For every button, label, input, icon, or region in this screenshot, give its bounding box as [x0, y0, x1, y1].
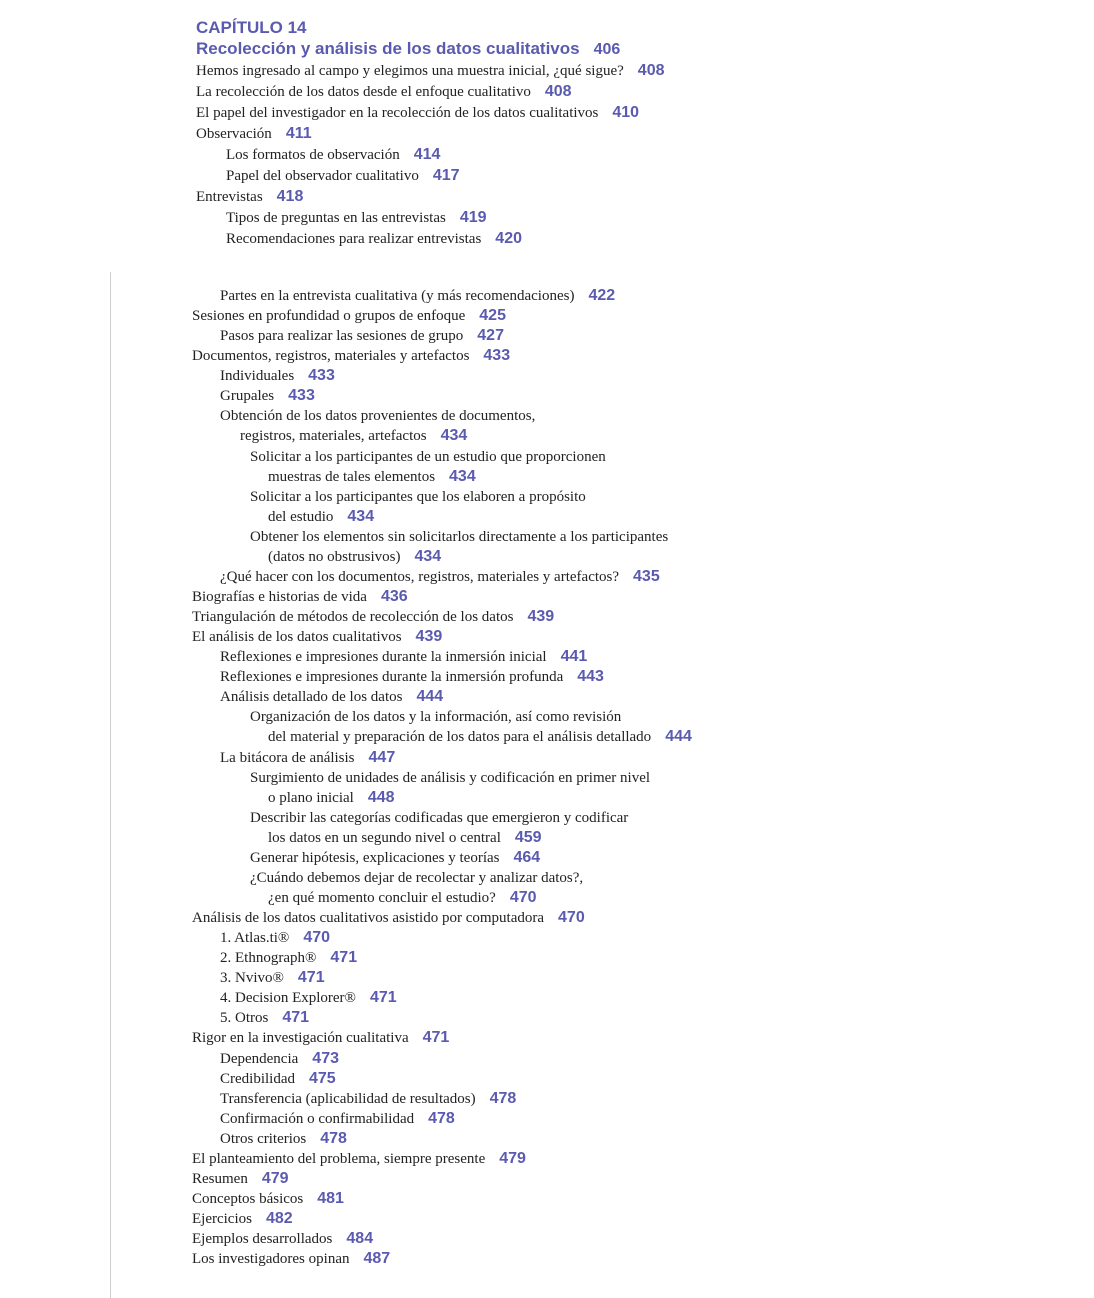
toc-page-number: 484: [346, 1230, 374, 1247]
toc-entry-title: Sesiones en profundidad o grupos de enfoque: [192, 308, 466, 324]
toc-page-number: 478: [320, 1130, 347, 1147]
toc-entry: [220, 928, 330, 948]
toc-entry-title-cont: (datos no obstrusivos): [268, 549, 401, 565]
toc-entry: [192, 908, 585, 928]
toc-entry-title-cont: ¿en qué momento concluir el estudio?: [268, 890, 496, 906]
toc-page-number: 471: [422, 1029, 450, 1046]
toc-entry-continuation: [268, 467, 476, 487]
toc-entry: [226, 208, 487, 228]
toc-page-number: 471: [297, 969, 325, 986]
toc-page-number: 471: [369, 989, 397, 1006]
toc-entry: [220, 1109, 455, 1129]
toc-entry-title: 1. Atlas.ti®: [220, 930, 290, 946]
toc-entry-continuation: [268, 828, 542, 848]
toc-entry-title: Papel del observador cualitativo: [226, 168, 419, 184]
toc-entry-title: Generar hipótesis, explicaciones y teorías: [250, 850, 500, 866]
toc-entry-title-cont: o plano inicial: [268, 790, 354, 806]
toc-page-number: 414: [413, 146, 441, 163]
toc-entry: [250, 868, 583, 888]
toc-page-number: 473: [312, 1050, 339, 1067]
toc-entry-title: Transferencia (aplicabilidad de resultados): [220, 1091, 476, 1107]
toc-entry: [192, 1028, 449, 1048]
toc-entry-title: El planteamiento del problema, siempre presente: [192, 1151, 486, 1167]
toc-page-number: 470: [509, 889, 537, 906]
toc-entry: [220, 988, 397, 1008]
toc-entry-title: La bitácora de análisis: [220, 750, 355, 766]
toc-page-number: 418: [276, 188, 304, 205]
toc-entry-title: Surgimiento de unidades de análisis y codificación en primer nivel: [250, 770, 651, 786]
toc-entry: [220, 366, 335, 386]
toc-page-number: 447: [368, 749, 396, 766]
toc-entry-title: Análisis detallado de los datos: [220, 689, 403, 705]
toc-entry-title: ¿Cuándo debemos dejar de recolectar y analizar datos?,: [250, 870, 584, 886]
toc-entry-title: Observación: [196, 126, 272, 142]
toc-entry: [192, 627, 442, 647]
toc-entry-title: Otros criterios: [220, 1131, 307, 1147]
toc-entry: [250, 808, 628, 828]
toc-entry-title: Documentos, registros, materiales y artefactos: [192, 348, 470, 364]
toc-entry-continuation: [268, 507, 374, 527]
toc-page-number: 459: [514, 829, 542, 846]
toc-entry: [220, 647, 587, 667]
toc-page-number: 417: [432, 167, 460, 184]
toc-page-number: 410: [612, 104, 640, 121]
toc-entry: [192, 1229, 373, 1249]
toc-entry: [226, 229, 522, 249]
toc-entry: [196, 103, 639, 123]
toc-entry-title: Obtención de los datos provenientes de documentos,: [220, 408, 536, 424]
toc-entry-title: Análisis de los datos cualitativos asistido por computadora: [192, 910, 545, 926]
toc-page-number: 434: [347, 508, 375, 525]
toc-entry-title: Hemos ingresado al campo y elegimos una muestra inicial, ¿qué sigue?: [196, 63, 624, 79]
toc-entry: [196, 82, 572, 102]
toc-entry-title: Confirmación o confirmabilidad: [220, 1111, 415, 1127]
toc-entry: [192, 1209, 293, 1229]
toc-entry-title: Entrevistas: [196, 189, 263, 205]
toc-entry-title: Solicitar a los participantes de un estudio que proporcionen: [250, 449, 606, 465]
toc-entry-title: Reflexiones e impresiones durante la inmersión profunda: [220, 669, 564, 685]
toc-entry-title: Biografías e historias de vida: [192, 589, 367, 605]
chapter-label: CAPÍTULO 14: [196, 18, 307, 37]
toc-entry: [196, 124, 312, 144]
toc-entry-title: El análisis de los datos cualitativos: [192, 629, 402, 645]
toc-entry: [220, 1129, 347, 1149]
toc-entry-title-cont: registros, materiales, artefactos: [240, 428, 427, 444]
toc-entry-title: 4. Decision Explorer®: [220, 990, 356, 1006]
toc-entry-title: Solicitar a los participantes que los elaboren a propósito: [250, 489, 586, 505]
toc-page-number: 425: [479, 307, 506, 324]
toc-page-number: 408: [637, 62, 665, 79]
toc-entry: [220, 1089, 516, 1109]
toc-entry-title: Individuales: [220, 368, 295, 384]
toc-entry-title-cont: muestras de tales elementos: [268, 469, 436, 485]
toc-entry: [220, 948, 357, 968]
toc-page-number: 434: [449, 468, 476, 485]
toc-page-number: 479: [261, 1170, 289, 1187]
toc-page-number: 481: [317, 1190, 344, 1207]
toc-entry: [220, 1049, 339, 1069]
toc-entry-title-cont: los datos en un segundo nivel o central: [268, 830, 501, 846]
toc-entry: [192, 607, 554, 627]
toc-entry: [250, 487, 586, 507]
toc-page-number: 441: [560, 648, 588, 665]
toc-entry: [192, 1149, 526, 1169]
toc-entry-title-cont: del material y preparación de los datos para el análisis detallado: [268, 729, 652, 745]
toc-page-number: 478: [428, 1110, 455, 1127]
toc-entry-title: 2. Ethnograph®: [220, 950, 317, 966]
toc-entry-title: Organización de los datos y la información, así como revisión: [250, 709, 622, 725]
toc-entry-title: Ejemplos desarrollados: [192, 1231, 333, 1247]
toc-entry: [250, 707, 621, 727]
toc-page-number: 427: [477, 327, 504, 344]
toc-entry-title: Resumen: [192, 1171, 248, 1187]
chapter-title-text: Recolección y análisis de los datos cualitativos: [196, 39, 580, 58]
toc-entry: [220, 968, 325, 988]
toc-entry-title: Conceptos básicos: [192, 1191, 304, 1207]
toc-entry: [220, 326, 504, 346]
toc-page-number: 471: [330, 949, 358, 966]
toc-page-number: 487: [363, 1250, 391, 1267]
toc-page-number: 475: [309, 1070, 336, 1087]
toc-entry-title: Recomendaciones para realizar entrevistas: [226, 231, 482, 247]
toc-entry-continuation: [240, 426, 467, 446]
toc-entry-title: Tipos de preguntas en las entrevistas: [226, 210, 446, 226]
toc-entry-title: Rigor en la investigación cualitativa: [192, 1030, 409, 1046]
toc-page-number: 444: [665, 728, 692, 745]
toc-page-number: 470: [303, 929, 331, 946]
toc-page-number: 422: [588, 287, 616, 304]
toc-page-number: 448: [367, 789, 395, 806]
toc-page-number: 435: [633, 568, 660, 585]
toc-page-number: 436: [380, 588, 408, 605]
toc-entry-title: Triangulación de métodos de recolección de los datos: [192, 609, 514, 625]
toc-entry: [220, 386, 315, 406]
toc-page-number: 433: [308, 367, 335, 384]
toc-entry-title: El papel del investigador en la recolección de los datos cualitativos: [196, 105, 599, 121]
toc-entry-title: 3. Nvivo®: [220, 970, 284, 986]
toc-entry-title: Grupales: [220, 388, 275, 404]
toc-entry: [192, 587, 408, 607]
toc-page-number: 478: [489, 1090, 517, 1107]
toc-entry: [220, 406, 535, 426]
toc-entry-continuation: [268, 727, 692, 747]
toc-page-number: 419: [459, 209, 487, 226]
toc-entry-title: Dependencia: [220, 1051, 299, 1067]
toc-entry: [226, 166, 460, 186]
toc-page-number: 420: [495, 230, 522, 247]
toc-entry: [192, 306, 506, 326]
toc-entry: [220, 567, 660, 587]
toc-entry-title: Pasos para realizar las sesiones de grupo: [220, 328, 464, 344]
toc-entry: [220, 1008, 309, 1028]
toc-entry: [192, 1169, 289, 1189]
toc-entry: [192, 1189, 344, 1209]
toc-page-number: 470: [558, 909, 585, 926]
toc-entry: [220, 286, 615, 306]
toc-entry: [220, 1069, 336, 1089]
toc-entry-title: 5. Otros: [220, 1010, 269, 1026]
toc-entry-title-cont: del estudio: [268, 509, 334, 525]
toc-entry-continuation: [268, 788, 395, 808]
toc-entry-title: Obtener los elementos sin solicitarlos directamente a los participantes: [250, 529, 669, 545]
toc-entry-continuation: [268, 547, 441, 567]
toc-page-number: 471: [282, 1009, 310, 1026]
toc-entry: [220, 748, 395, 768]
toc-entry-title: Los investigadores opinan: [192, 1251, 350, 1267]
toc-page-number: 479: [499, 1150, 526, 1167]
toc-entry: [196, 187, 303, 207]
toc-page-number: 434: [414, 548, 442, 565]
page-divider: [110, 272, 111, 1298]
toc-page-number: 433: [288, 387, 315, 404]
toc-page-number: 433: [483, 347, 511, 364]
toc-entry: [196, 61, 665, 81]
toc-entry-title: Credibilidad: [220, 1071, 295, 1087]
toc-page-number: 408: [544, 83, 572, 100]
toc-entry-title: Reflexiones e impresiones durante la inmersión inicial: [220, 649, 547, 665]
toc-page-number: 464: [513, 849, 541, 866]
toc-entry: [226, 145, 440, 165]
toc-page-number: 439: [527, 608, 555, 625]
toc-entry: [192, 1249, 390, 1269]
toc-entry-title: La recolección de los datos desde el enfoque cualitativo: [196, 84, 531, 100]
toc-entry-title: Describir las categorías codificadas que emergieron y codificar: [250, 810, 629, 826]
toc-entry: [250, 848, 540, 868]
chapter-title: [196, 39, 620, 59]
toc-entry-continuation: [268, 888, 537, 908]
toc-entry-title: Partes en la entrevista cualitativa (y más recomendaciones): [220, 288, 575, 304]
chapter-page-number: 406: [593, 41, 621, 58]
toc-entry: [192, 346, 510, 366]
toc-page-number: 482: [265, 1210, 293, 1227]
toc-entry: [220, 667, 604, 687]
toc-entry: [250, 768, 650, 788]
toc-page-number: 444: [416, 688, 444, 705]
toc-page-number: 443: [577, 668, 604, 685]
toc-page-number: 411: [285, 125, 312, 142]
toc-entry-title: Ejercicios: [192, 1211, 252, 1227]
toc-entry: [250, 527, 668, 547]
toc-entry: [220, 687, 443, 707]
toc-entry: [250, 447, 606, 467]
toc-page-number: 434: [440, 427, 468, 444]
toc-entry-title: ¿Qué hacer con los documentos, registros, materiales y artefactos?: [220, 569, 620, 585]
toc-entry-title: Los formatos de observación: [226, 147, 400, 163]
toc-page-number: 439: [415, 628, 443, 645]
